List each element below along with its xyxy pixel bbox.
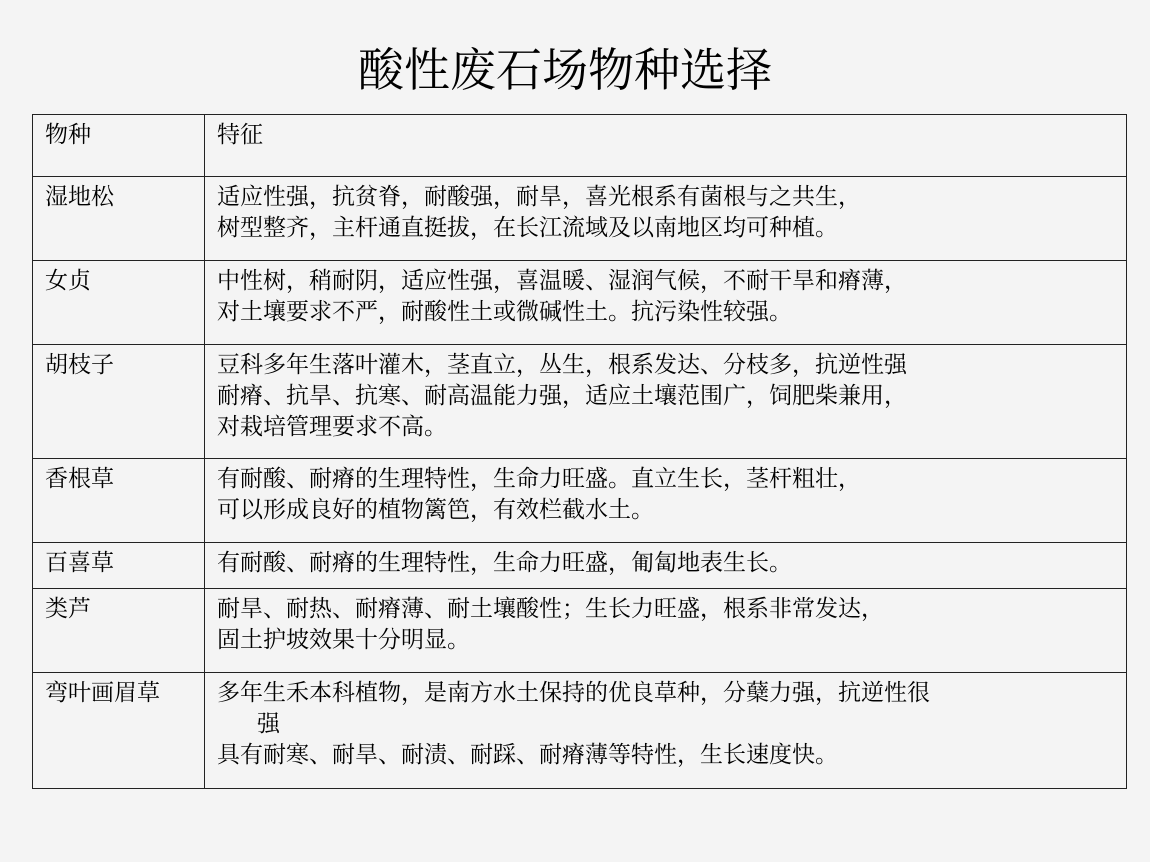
species-name: 类芦 xyxy=(33,589,205,673)
traits-line: 有耐酸、耐瘠的生理特性，生命力旺盛。直立生长，茎杆粗壮， xyxy=(217,466,861,492)
table-row xyxy=(33,345,1127,459)
table-row xyxy=(33,261,1127,345)
species-name: 弯叶画眉草 xyxy=(33,673,205,789)
species-traits xyxy=(205,177,1127,261)
species-table xyxy=(32,114,1127,789)
traits-line: 中性树，稍耐阴，适应性强，喜温暖、湿润气候，不耐干旱和瘠薄， xyxy=(217,268,907,294)
species-traits xyxy=(205,261,1127,345)
species-name: 香根草 xyxy=(33,459,205,543)
species-name: 胡枝子 xyxy=(33,345,205,459)
species-traits xyxy=(205,543,1127,589)
traits-line: 豆科多年生落叶灌木，茎直立，丛生，根系发达、分枝多，抗逆性强 xyxy=(217,352,907,378)
traits-line: 有耐酸、耐瘠的生理特性，生命力旺盛，匍匐地表生长。 xyxy=(217,550,792,576)
page-title: 酸性废石场物种选择 xyxy=(358,43,772,97)
traits-line: 耐旱、耐热、耐瘠薄、耐土壤酸性；生长力旺盛，根系非常发达， xyxy=(217,596,884,622)
traits-line: 可以形成良好的植物篱笆，有效栏截水土。 xyxy=(217,497,654,523)
traits-line: 对栽培管理要求不高。 xyxy=(217,414,447,440)
traits-line: 多年生禾本科植物，是南方水土保持的优良草种，分蘖力强，抗逆性很 xyxy=(217,680,930,706)
table-row xyxy=(33,177,1127,261)
traits-line: 耐瘠、抗旱、抗寒、耐高温能力强，适应土壤范围广，饲肥柴兼用， xyxy=(217,383,907,409)
header-traits: 特征 xyxy=(205,115,1127,177)
species-traits xyxy=(205,345,1127,459)
species-traits xyxy=(205,589,1127,673)
species-traits xyxy=(205,459,1127,543)
traits-line: 强 xyxy=(257,711,280,737)
table-row xyxy=(33,459,1127,543)
traits-line: 对土壤要求不严，耐酸性土或微碱性土。抗污染性较强。 xyxy=(217,299,792,325)
table-row xyxy=(33,543,1127,589)
table-row xyxy=(33,589,1127,673)
traits-line: 树型整齐，主杆通直挺拔，在长江流域及以南地区均可种植。 xyxy=(217,215,838,241)
species-traits xyxy=(205,673,1127,789)
species-name: 百喜草 xyxy=(33,543,205,589)
table-header-row xyxy=(33,115,1127,177)
traits-line: 适应性强，抗贫脊，耐酸强，耐旱，喜光根系有菌根与之共生， xyxy=(217,184,861,210)
table-row xyxy=(33,673,1127,789)
traits-line: 固土护坡效果十分明显。 xyxy=(217,627,470,653)
traits-line: 具有耐寒、耐旱、耐渍、耐踩、耐瘠薄等特性，生长速度快。 xyxy=(217,742,838,768)
species-name: 湿地松 xyxy=(33,177,205,261)
header-species: 物种 xyxy=(33,115,205,177)
species-name: 女贞 xyxy=(33,261,205,345)
